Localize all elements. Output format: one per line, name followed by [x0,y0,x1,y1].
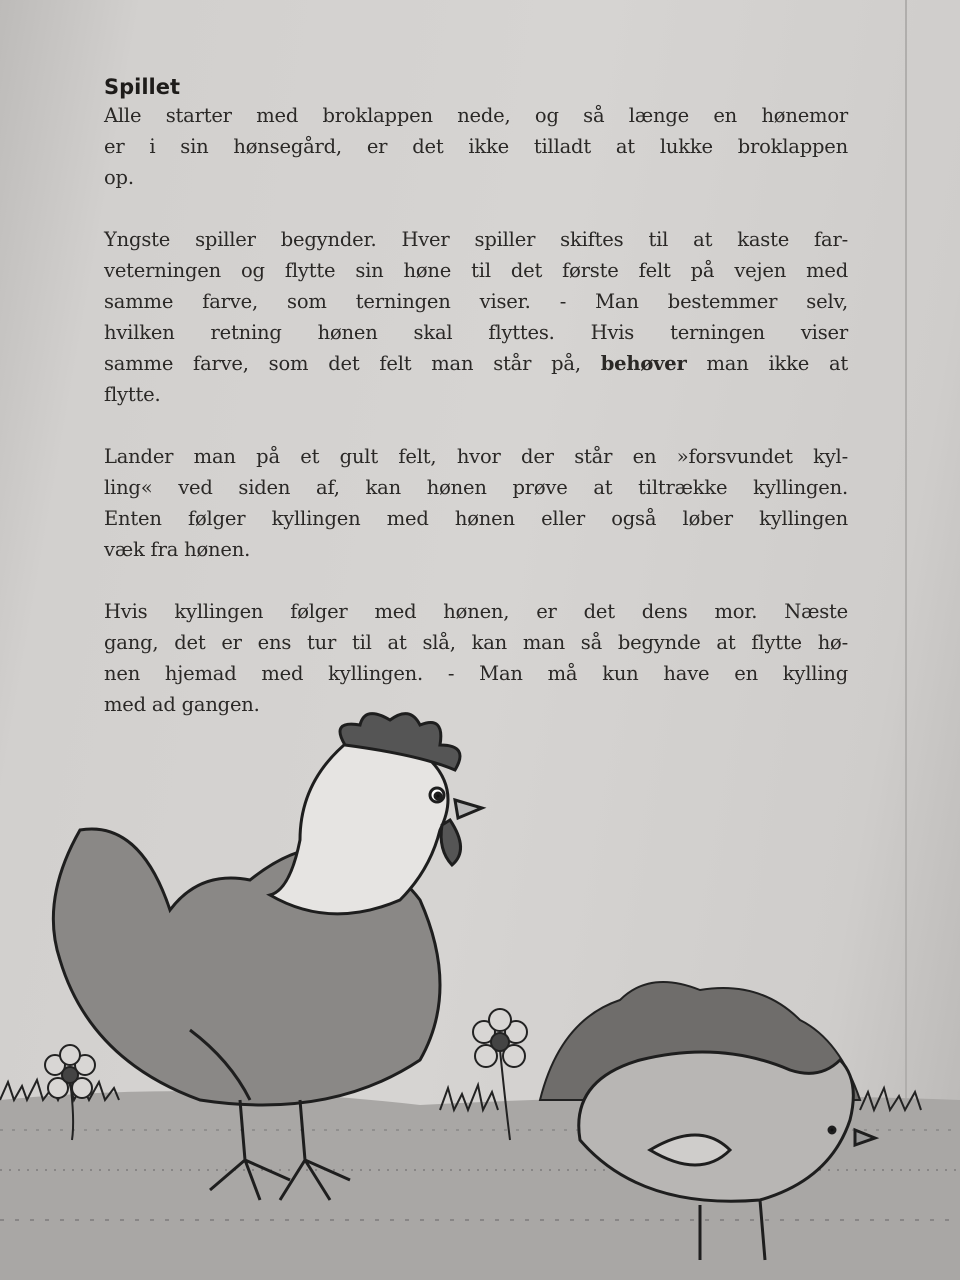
text-line: Yngste spiller begynder. Hver spiller skiftes til at kaste far- [104,228,848,251]
text-line: op. [104,166,134,189]
text-line: hvilken retning hønen skal flyttes. Hvis terningen viser [104,321,848,344]
text-line: Enten følger kyllingen med hønen eller også løber kyllingen [104,507,848,530]
text-line: nen hjemad med kyllingen. - Man må kun have en kylling [104,662,848,685]
text-line [104,348,848,379]
paragraph-turns [104,224,848,410]
text-line: ling« ved siden af, kan hønen prøve at tiltrække kyllingen. [104,476,848,499]
hen-and-chick-illustration [0,700,960,1280]
text-segment: samme farve, som det felt man står på, [104,352,601,375]
text-line: Hvis kyllingen følger med hønen, er det dens mor. Næste [104,600,848,623]
text-line: samme farve, som terningen viser. - Man bestemmer selv, [104,290,848,313]
text-line: væk fra hønen. [104,538,251,561]
emphasis-text: behøver [600,352,687,375]
rules-text [104,74,848,751]
text-line: Alle starter med broklappen nede, og så længe en hønemor [104,104,848,127]
text-line: flytte. [104,383,161,406]
text-line: veterningen og flytte sin høne til det første felt på vejen med [104,259,848,282]
paragraph-start [104,100,848,193]
text-segment: man ikke at [686,352,849,375]
paragraph-chick [104,441,848,565]
text-line: med ad gangen. [104,693,260,716]
text-line: gang, det er ens tur til at slå, kan man så begynde at flytte hø- [104,631,848,654]
section-heading: Spillet [104,75,181,99]
text-line: er i sin hønsegård, er det ikke tilladt at lukke broklappen [104,135,848,158]
text-line: Lander man på et gult felt, hvor der står en »forsvundet kyl- [104,445,848,468]
